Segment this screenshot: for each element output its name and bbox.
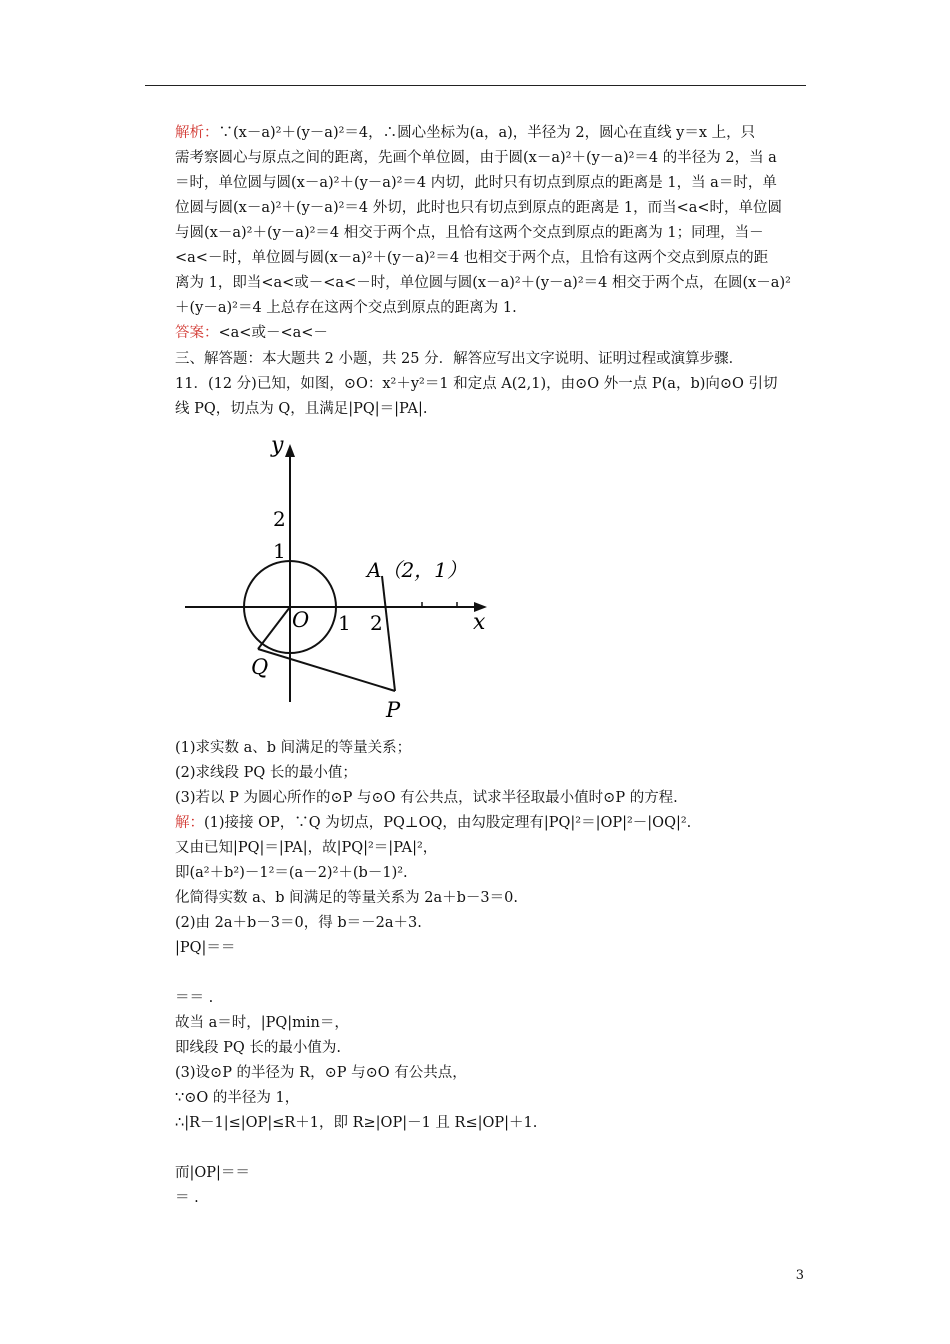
point-q-label: Q [251,655,269,679]
solution-line-5: (2)由 2a＋b－3＝0，得 b＝－2a＋3. [175,915,422,931]
origin-label: O [292,608,310,632]
analysis-line-1: 解析：∵(x－a)²＋(y－a)²＝4，∴圆心坐标为(a，a)，半径为 2，圆心在直线 y＝x 上，只 [175,125,756,141]
point-a-label: A（2，1） [367,558,467,582]
answer-text: <a<或－<a<－ [218,325,328,341]
solution-line-2: 又由已知|PQ|＝|PA|，故|PQ|²＝|PA|²， [175,840,438,856]
tick-label-y2: 2 [273,507,286,531]
problem-line-2: 线 PQ，切点为 Q，且满足|PQ|＝|PA|. [175,401,428,417]
solution-line-14: ＝ . [175,1190,199,1206]
analysis-label: 解析： [175,125,219,141]
y-axis-arrow-icon [285,444,295,457]
answer-label: 答案： [175,325,219,341]
question-2: (2)求线段 PQ 长的最小值； [175,765,357,781]
answer-line [175,323,328,343]
y-axis-label: y [271,433,284,458]
question-3: (3)若以 P 为圆心所作的⊙P 与⊙O 有公共点，试求半径取最小值时⊙P 的方程. [175,790,678,806]
x-axis-label: x [473,610,486,635]
analysis-line-6: <a<－时，单位圆与圆(x－a)²＋(y－a)²＝4 也相交于两个点，且恰有这两个交点到原点的距 [175,250,769,266]
solution-line-13: 而|OP|＝＝ [175,1165,250,1181]
analysis-line-5: 与圆(x－a)²＋(y－a)²＝4 相交于两个点，且恰有这两个交点到原点的距离为 1；同理，当－ [175,225,764,241]
tick-label-x2: 2 [370,611,383,635]
solution-line-11: ∵⊙O 的半径为 1， [175,1090,300,1106]
solution-label: 解： [175,815,204,831]
analysis-line-7: 离为 1，即当<a<或－<a<－时，单位圆与圆(x－a)²＋(y－a)²＝4 相交于两个点，在圆(x－a)² [175,275,791,291]
question-1: (1)求实数 a、b 间满足的等量关系； [175,740,412,756]
section-heading: 三、解答题：本大题共 2 小题，共 25 分．解答应写出文字说明、证明过程或演算步骤． [175,351,744,367]
page-number: 3 [795,1268,804,1283]
tick-label-y1: 1 [273,539,286,563]
problem-line-1: 11．(12 分)已知，如图，⊙O：x²＋y²＝1 和定点 A(2,1)，由⊙O 外一点 P(a，b)向⊙O 引切 [175,376,778,392]
tangent-qp [258,649,395,691]
solution-line-10: (3)设⊙P 的半径为 R，⊙P 与⊙O 有公共点， [175,1065,467,1081]
header-rule [145,85,806,86]
geometry-figure [175,430,505,730]
segment-pa [382,576,395,691]
solution-line-4: 化简得实数 a、b 间满足的等量关系为 2a＋b－3＝0. [175,890,518,906]
solution-line-6: |PQ|＝＝ [175,940,236,956]
point-p-label: P [386,698,401,722]
analysis-line-3: ＝时，单位圆与圆(x－a)²＋(y－a)²＝4 内切，此时只有切点到原点的距离是 1，当 a＝时，单 [175,175,777,191]
analysis-line-2: 需考察圆心与原点之间的距离，先画个单位圆，由于圆(x－a)²＋(y－a)²＝4 的半径为 2，当 a [175,150,777,166]
solution-line-3: 即(a²＋b²)－1²＝(a－2)²＋(b－1)². [175,865,408,881]
tick-label-x1: 1 [338,611,351,635]
solution-line-1: 解：(1)接接 OP，∵Q 为切点，PQ⊥OQ，由勾股定理有|PQ|²＝|OP|²－|OQ|². [175,815,692,831]
solution-line-12: ∴|R－1|≤|OP|≤R＋1，即 R≥|OP|－1 且 R≤|OP|＋1. [175,1115,538,1131]
analysis-line-8: ＋(y－a)²＝4 上总存在这两个交点到原点的距离为 1. [175,300,517,316]
analysis-line-4: 位圆与圆(x－a)²＋(y－a)²＝4 外切，此时也只有切点到原点的距离是 1，而当<a<时，单位圆 [175,200,783,216]
solution-line-7: ＝＝ . [175,990,214,1006]
solution-line-8: 故当 a＝时，|PQ|min＝， [175,1015,349,1031]
solution-line-9: 即线段 PQ 长的最小值为. [175,1040,341,1056]
radius-oq [258,607,290,649]
